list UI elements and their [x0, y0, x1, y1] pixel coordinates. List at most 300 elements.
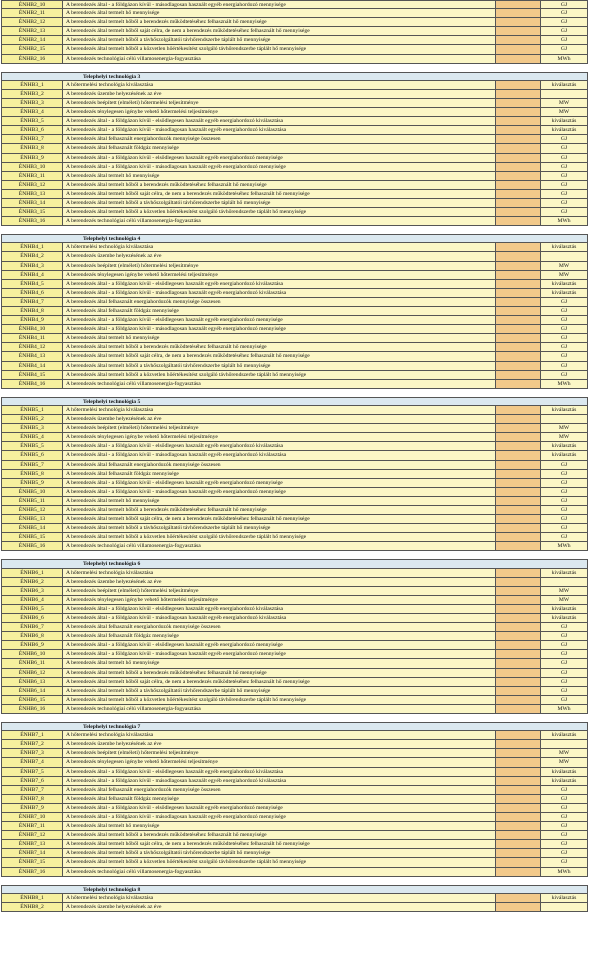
row-unit: GJ: [541, 307, 588, 316]
row-description: A berendezés beépített (elméleti) hőtermelési teljesítménye: [63, 424, 496, 433]
value-input-cell[interactable]: [496, 163, 541, 172]
row-description: A berendezés ténylegesen igénybe vehető hőtermelési teljesítménye: [63, 108, 496, 117]
row-unit: MW: [541, 271, 588, 280]
value-input-cell[interactable]: [496, 578, 541, 587]
row-description: A berendezés által termelt hő mennyisége: [63, 822, 496, 831]
row-unit: GJ: [541, 316, 588, 325]
row-description: A berendezés által - a földgázon kívül - elsődlegesen használt egyéb energiahordozó kiválasztása: [63, 605, 496, 614]
value-input-cell[interactable]: [496, 243, 541, 252]
row-unit: [541, 90, 588, 99]
row-unit: kiválasztás: [541, 243, 588, 252]
row-code: ÉNHB7_14: [1, 849, 63, 858]
row-code: ÉNHB2_12: [1, 18, 63, 27]
row-code: ÉNHB6_7: [1, 623, 63, 632]
row-code: ÉNHB7_1: [1, 731, 63, 740]
value-input-cell[interactable]: [496, 659, 541, 668]
row-description: A berendezés által - a földgázon kívül - elsődlegesen használt egyéb energiahordozó kiválasztása: [63, 280, 496, 289]
section-title: Telephelyi technológia 4: [63, 234, 588, 243]
row-description: A berendezés üzembe helyezésének az éve: [63, 903, 496, 912]
value-input-cell[interactable]: [496, 108, 541, 117]
row-description: A berendezés által - a földgázon kívül - elsődlegesen használt egyéb energiahordozó kiválasztása: [63, 117, 496, 126]
value-input-cell[interactable]: [496, 777, 541, 786]
value-input-cell[interactable]: [496, 271, 541, 280]
table-row: [1, 696, 589, 705]
row-description: A berendezés által - a földgázon kívül - másodlagosan használt egyéb energiahordozó kiválasztása: [63, 451, 496, 460]
row-unit: GJ: [541, 18, 588, 27]
row-code: ÉNHB3_11: [1, 172, 63, 181]
value-input-cell[interactable]: [496, 380, 541, 389]
table-row: [1, 758, 589, 767]
section-header: [1, 559, 589, 568]
row-code: ÉNHB2_11: [1, 9, 63, 18]
value-input-cell[interactable]: [496, 451, 541, 460]
table-row: [1, 623, 589, 632]
table-row: [1, 868, 589, 877]
table-row: [1, 18, 589, 27]
row-description: A berendezés által - a földgázon kívül - elsődlegesen használt egyéb energiahordozó mennyisége: [63, 641, 496, 650]
value-input-cell[interactable]: [496, 307, 541, 316]
value-input-cell[interactable]: [496, 343, 541, 352]
row-description: A berendezés által termelt hőből a közvetlen hőértékesítést szolgáló távhőrendszerbe táplált hő mennyisége: [63, 45, 496, 54]
value-input-cell[interactable]: [496, 758, 541, 767]
value-input-cell[interactable]: [496, 371, 541, 380]
value-input-cell[interactable]: [496, 768, 541, 777]
row-unit: GJ: [541, 786, 588, 795]
value-input-cell[interactable]: [496, 362, 541, 371]
row-code: ÉNHB3_2: [1, 90, 63, 99]
row-unit: MW: [541, 758, 588, 767]
value-input-cell[interactable]: [496, 858, 541, 867]
table-row: [1, 380, 589, 389]
row-code: ÉNHB4_16: [1, 380, 63, 389]
value-input-cell[interactable]: [496, 289, 541, 298]
value-input-cell[interactable]: [496, 262, 541, 271]
row-unit: GJ: [541, 641, 588, 650]
row-description: A berendezés által termelt hő mennyisége: [63, 9, 496, 18]
row-unit: GJ: [541, 515, 588, 524]
value-input-cell[interactable]: [496, 217, 541, 226]
row-description: A berendezés által - a földgázon kívül - másodlagosan használt egyéb energiahordozó mennyisége: [63, 650, 496, 659]
row-code: ÉNHB4_3: [1, 262, 63, 271]
value-input-cell[interactable]: [496, 117, 541, 126]
row-description: A berendezés által - a földgázon kívül - másodlagosan használt egyéb energiahordozó kiválasztása: [63, 777, 496, 786]
table-row: [1, 163, 589, 172]
row-description: A berendezés által felhasznált energiahordozók mennyisége összesen: [63, 135, 496, 144]
table-row: [1, 605, 589, 614]
row-code: ÉNHB5_2: [1, 415, 63, 424]
row-unit: GJ: [541, 813, 588, 822]
value-input-cell[interactable]: [496, 831, 541, 840]
table-row: [1, 488, 589, 497]
row-unit: GJ: [541, 325, 588, 334]
value-input-cell[interactable]: [496, 840, 541, 849]
table-row: [1, 334, 589, 343]
row-unit: kiválasztás: [541, 614, 588, 623]
value-input-cell[interactable]: [496, 406, 541, 415]
value-input-cell[interactable]: [496, 433, 541, 442]
table-row: [1, 36, 589, 45]
table-row: [1, 27, 589, 36]
value-input-cell[interactable]: [496, 614, 541, 623]
row-unit: GJ: [541, 199, 588, 208]
section-spacer: [1, 389, 589, 397]
value-input-cell[interactable]: [496, 804, 541, 813]
value-input-cell[interactable]: [496, 280, 541, 289]
row-description: A berendezés által termelt hőből a közvetlen hőértékesítést szolgáló távhőrendszerbe táplált hő mennyisége: [63, 208, 496, 217]
row-code: ÉNHB7_6: [1, 777, 63, 786]
table-row: [1, 298, 589, 307]
value-input-cell[interactable]: [496, 352, 541, 361]
row-unit: GJ: [541, 831, 588, 840]
table-row: [1, 217, 589, 226]
row-code: ÉNHB4_15: [1, 371, 63, 380]
row-unit: GJ: [541, 343, 588, 352]
row-description: A hőtermelési technológia kiválasztása: [63, 406, 496, 415]
value-input-cell[interactable]: [496, 470, 541, 479]
row-unit: MWh: [541, 217, 588, 226]
table-row: [1, 343, 589, 352]
value-input-cell[interactable]: [496, 252, 541, 261]
value-input-cell[interactable]: [496, 488, 541, 497]
table-row: [1, 705, 589, 714]
row-description: A berendezés által - a földgázon kívül - elsődlegesen használt egyéb energiahordozó mennyisége: [63, 316, 496, 325]
value-input-cell[interactable]: [496, 731, 541, 740]
row-code: ÉNHB7_8: [1, 795, 63, 804]
table-row: [1, 470, 589, 479]
row-code: ÉNHB3_9: [1, 154, 63, 163]
row-unit: MWh: [541, 542, 588, 551]
row-description: A berendezés üzembe helyezésének az éve: [63, 90, 496, 99]
value-input-cell[interactable]: [496, 497, 541, 506]
section-header-blank: [1, 722, 63, 731]
value-input-cell[interactable]: [496, 415, 541, 424]
row-description: A hőtermelési technológia kiválasztása: [63, 81, 496, 90]
table-row: [1, 596, 589, 605]
value-input-cell[interactable]: [496, 569, 541, 578]
value-input-cell[interactable]: [496, 135, 541, 144]
value-input-cell[interactable]: [496, 650, 541, 659]
value-input-cell[interactable]: [496, 325, 541, 334]
row-unit: GJ: [541, 804, 588, 813]
row-description: A berendezés által termelt hő mennyisége: [63, 334, 496, 343]
row-code: ÉNHB6_10: [1, 650, 63, 659]
row-description: A berendezés által termelt hőből a közvetlen hőértékesítést szolgáló távhőrendszerbe táplált hő mennyisége: [63, 371, 496, 380]
row-code: ÉNHB2_10: [1, 0, 63, 9]
row-description: A berendezés által felhasznált földgáz mennyisége: [63, 307, 496, 316]
row-unit: GJ: [541, 172, 588, 181]
row-unit: kiválasztás: [541, 126, 588, 135]
value-input-cell[interactable]: [496, 533, 541, 542]
row-code: ÉNHB7_3: [1, 749, 63, 758]
row-code: ÉNHB3_8: [1, 144, 63, 153]
row-unit: GJ: [541, 623, 588, 632]
section-title: Telephelyi technológia 7: [63, 722, 588, 731]
table-row: [1, 271, 589, 280]
value-input-cell[interactable]: [496, 632, 541, 641]
row-description: A berendezés által termelt hőből saját célra, de nem a berendezés működtetéséhez felhasznált hő mennyisége: [63, 27, 496, 36]
table-row: [1, 669, 589, 678]
value-input-cell[interactable]: [496, 126, 541, 135]
row-code: ÉNHB4_6: [1, 289, 63, 298]
value-input-cell[interactable]: [496, 0, 541, 9]
value-input-cell[interactable]: [496, 623, 541, 632]
value-input-cell[interactable]: [496, 424, 541, 433]
row-description: A berendezés által termelt hőből saját célra, de nem a berendezés működtetéséhez felhasznált hő mennyisége: [63, 190, 496, 199]
row-description: A berendezés üzembe helyezésének az éve: [63, 252, 496, 261]
row-code: ÉNHB7_16: [1, 868, 63, 877]
row-code: ÉNHB7_12: [1, 831, 63, 840]
section-header-blank: [1, 885, 63, 894]
row-code: ÉNHB5_11: [1, 497, 63, 506]
row-unit: GJ: [541, 135, 588, 144]
value-input-cell[interactable]: [496, 99, 541, 108]
value-input-cell[interactable]: [496, 442, 541, 451]
row-code: ÉNHB5_12: [1, 506, 63, 515]
section-header-blank: [1, 559, 63, 568]
row-code: ÉNHB5_3: [1, 424, 63, 433]
value-input-cell[interactable]: [496, 181, 541, 190]
table-row: [1, 371, 589, 380]
table-row: [1, 9, 589, 18]
row-code: ÉNHB8_2: [1, 903, 63, 912]
table-row: [1, 154, 589, 163]
row-unit: GJ: [541, 154, 588, 163]
row-code: ÉNHB2_16: [1, 55, 63, 64]
value-input-cell[interactable]: [496, 705, 541, 714]
value-input-cell[interactable]: [496, 894, 541, 903]
value-input-cell[interactable]: [496, 687, 541, 696]
value-input-cell[interactable]: [496, 605, 541, 614]
section-spacer: [1, 226, 589, 234]
table-row: [1, 172, 589, 181]
row-description: A berendezés által - a földgázon kívül - másodlagosan használt egyéb energiahordozó mennyisége: [63, 488, 496, 497]
value-input-cell[interactable]: [496, 542, 541, 551]
row-unit: GJ: [541, 362, 588, 371]
table-row: [1, 659, 589, 668]
table-row: [1, 479, 589, 488]
row-code: ÉNHB4_12: [1, 343, 63, 352]
row-description: A berendezés által termelt hőből a közvetlen hőértékesítést szolgáló távhőrendszerbe táplált hő mennyisége: [63, 696, 496, 705]
table-row: [1, 822, 589, 831]
row-description: A berendezés technológiai célú villamosenergia-fogyasztása: [63, 380, 496, 389]
value-input-cell[interactable]: [496, 587, 541, 596]
row-code: ÉNHB5_7: [1, 461, 63, 470]
row-unit: [541, 578, 588, 587]
value-input-cell[interactable]: [496, 849, 541, 858]
value-input-cell[interactable]: [496, 740, 541, 749]
value-input-cell[interactable]: [496, 696, 541, 705]
table-row: [1, 587, 589, 596]
value-input-cell[interactable]: [496, 316, 541, 325]
value-input-cell[interactable]: [496, 822, 541, 831]
row-unit: GJ: [541, 144, 588, 153]
table-row: [1, 777, 589, 786]
value-input-cell[interactable]: [496, 9, 541, 18]
value-input-cell[interactable]: [496, 45, 541, 54]
row-unit: MWh: [541, 55, 588, 64]
table-row: [1, 731, 589, 740]
row-unit: [541, 252, 588, 261]
row-code: ÉNHB7_10: [1, 813, 63, 822]
value-input-cell[interactable]: [496, 154, 541, 163]
row-code: ÉNHB6_16: [1, 705, 63, 714]
row-code: ÉNHB6_5: [1, 605, 63, 614]
row-unit: GJ: [541, 334, 588, 343]
row-code: ÉNHB5_6: [1, 451, 63, 460]
row-unit: GJ: [541, 163, 588, 172]
row-code: ÉNHB6_3: [1, 587, 63, 596]
table-row: [1, 678, 589, 687]
row-unit: GJ: [541, 696, 588, 705]
value-input-cell[interactable]: [496, 36, 541, 45]
value-input-cell[interactable]: [496, 524, 541, 533]
row-description: A berendezés technológiai célú villamosenergia-fogyasztása: [63, 705, 496, 714]
table-row: [1, 542, 589, 551]
value-input-cell[interactable]: [496, 903, 541, 912]
row-description: A berendezés által termelt hőből a közvetlen hőértékesítést szolgáló távhőrendszerbe táplált hő mennyisége: [63, 858, 496, 867]
value-input-cell[interactable]: [496, 172, 541, 181]
value-input-cell[interactable]: [496, 334, 541, 343]
row-code: ÉNHB5_8: [1, 470, 63, 479]
row-description: A berendezés által felhasznált energiahordozók mennyisége összesen: [63, 298, 496, 307]
row-unit: GJ: [541, 352, 588, 361]
row-code: ÉNHB3_10: [1, 163, 63, 172]
row-code: ÉNHB4_14: [1, 362, 63, 371]
row-description: A berendezés által termelt hőből a távhőszolgáltatói távhőrendszerbe táplált hő mennyisége: [63, 849, 496, 858]
table-row: [1, 461, 589, 470]
table-row: [1, 252, 589, 261]
value-input-cell[interactable]: [496, 144, 541, 153]
value-input-cell[interactable]: [496, 786, 541, 795]
value-input-cell[interactable]: [496, 813, 541, 822]
row-description: A berendezés által felhasznált energiahordozók mennyisége összesen: [63, 786, 496, 795]
row-description: A berendezés által termelt hőből a berendezés működtetéséhez felhasznált hő mennyisége: [63, 181, 496, 190]
value-input-cell[interactable]: [496, 641, 541, 650]
table-row: [1, 687, 589, 696]
row-unit: kiválasztás: [541, 451, 588, 460]
row-description: A berendezés által - a földgázon kívül - másodlagosan használt egyéb energiahordozó kiválasztása: [63, 126, 496, 135]
section-spacer: [1, 551, 589, 559]
table-row: [1, 795, 589, 804]
row-code: ÉNHB7_5: [1, 768, 63, 777]
row-code: ÉNHB7_15: [1, 858, 63, 867]
value-input-cell[interactable]: [496, 208, 541, 217]
table-row: [1, 289, 589, 298]
table-row: [1, 831, 589, 840]
row-unit: GJ: [541, 45, 588, 54]
table-row: [1, 135, 589, 144]
row-description: A berendezés által termelt hőből a távhőszolgáltatói távhőrendszerbe táplált hő mennyisége: [63, 687, 496, 696]
value-input-cell[interactable]: [496, 190, 541, 199]
value-input-cell[interactable]: [496, 81, 541, 90]
table-row: [1, 81, 589, 90]
value-input-cell[interactable]: [496, 199, 541, 208]
row-code: ÉNHB3_7: [1, 135, 63, 144]
table-row: [1, 181, 589, 190]
row-description: A berendezés által - a földgázon kívül - másodlagosan használt egyéb energiahordozó kiválasztása: [63, 614, 496, 623]
row-unit: kiválasztás: [541, 280, 588, 289]
table-row: [1, 99, 589, 108]
row-description: A berendezés ténylegesen igénybe vehető hőtermelési teljesítménye: [63, 271, 496, 280]
row-unit: GJ: [541, 822, 588, 831]
value-input-cell[interactable]: [496, 479, 541, 488]
row-description: A berendezés által - a földgázon kívül - elsődlegesen használt egyéb energiahordozó mennyisége: [63, 479, 496, 488]
row-description: A berendezés által - a földgázon kívül - másodlagosan használt egyéb energiahordozó mennyisége: [63, 325, 496, 334]
table-row: [1, 858, 589, 867]
row-unit: GJ: [541, 27, 588, 36]
table-row: [1, 55, 589, 64]
row-code: ÉNHB4_13: [1, 352, 63, 361]
row-unit: kiválasztás: [541, 569, 588, 578]
row-description: A berendezés által termelt hőből a berendezés működtetéséhez felhasznált hő mennyisége: [63, 506, 496, 515]
row-code: ÉNHB6_1: [1, 569, 63, 578]
section-title: Telephelyi technológia 3: [63, 72, 588, 81]
table-row: [1, 325, 589, 334]
row-code: ÉNHB6_4: [1, 596, 63, 605]
row-code: ÉNHB8_1: [1, 894, 63, 903]
row-unit: GJ: [541, 9, 588, 18]
row-unit: kiválasztás: [541, 605, 588, 614]
value-input-cell[interactable]: [496, 669, 541, 678]
row-code: ÉNHB7_2: [1, 740, 63, 749]
table-row: [1, 243, 589, 252]
row-unit: GJ: [541, 181, 588, 190]
value-input-cell[interactable]: [496, 868, 541, 877]
row-code: ÉNHB3_3: [1, 99, 63, 108]
row-unit: kiválasztás: [541, 406, 588, 415]
row-unit: MW: [541, 424, 588, 433]
table-row: [1, 144, 589, 153]
row-description: A berendezés által - a földgázon kívül - másodlagosan használt egyéb energiahordozó mennyisége: [63, 0, 496, 9]
row-code: ÉNHB5_4: [1, 433, 63, 442]
row-code: ÉNHB7_9: [1, 804, 63, 813]
row-description: A berendezés beépített (elméleti) hőtermelési teljesítménye: [63, 99, 496, 108]
value-input-cell[interactable]: [496, 596, 541, 605]
table-row: [1, 849, 589, 858]
row-unit: MW: [541, 587, 588, 596]
value-input-cell[interactable]: [496, 90, 541, 99]
table-row: [1, 352, 589, 361]
value-input-cell[interactable]: [496, 749, 541, 758]
value-input-cell[interactable]: [496, 795, 541, 804]
row-description: A berendezés technológiai célú villamosenergia-fogyasztása: [63, 868, 496, 877]
value-input-cell[interactable]: [496, 55, 541, 64]
value-input-cell[interactable]: [496, 27, 541, 36]
value-input-cell[interactable]: [496, 515, 541, 524]
section-title: Telephelyi technológia 6: [63, 559, 588, 568]
row-code: ÉNHB2_15: [1, 45, 63, 54]
value-input-cell[interactable]: [496, 18, 541, 27]
row-code: ÉNHB6_13: [1, 678, 63, 687]
table-row: [1, 650, 589, 659]
form-sheet: [1, 0, 589, 912]
value-input-cell[interactable]: [496, 298, 541, 307]
row-unit: [541, 903, 588, 912]
row-unit: GJ: [541, 298, 588, 307]
value-input-cell[interactable]: [496, 461, 541, 470]
row-code: ÉNHB4_11: [1, 334, 63, 343]
value-input-cell[interactable]: [496, 678, 541, 687]
value-input-cell[interactable]: [496, 506, 541, 515]
row-code: ÉNHB3_16: [1, 217, 63, 226]
row-unit: MWh: [541, 380, 588, 389]
row-description: A berendezés technológiai célú villamosenergia-fogyasztása: [63, 542, 496, 551]
row-code: ÉNHB2_13: [1, 27, 63, 36]
table-row: [1, 406, 589, 415]
row-unit: GJ: [541, 533, 588, 542]
row-code: ÉNHB3_1: [1, 81, 63, 90]
row-description: A berendezés által termelt hőből saját célra, de nem a berendezés működtetéséhez felhasznált hő mennyisége: [63, 840, 496, 849]
